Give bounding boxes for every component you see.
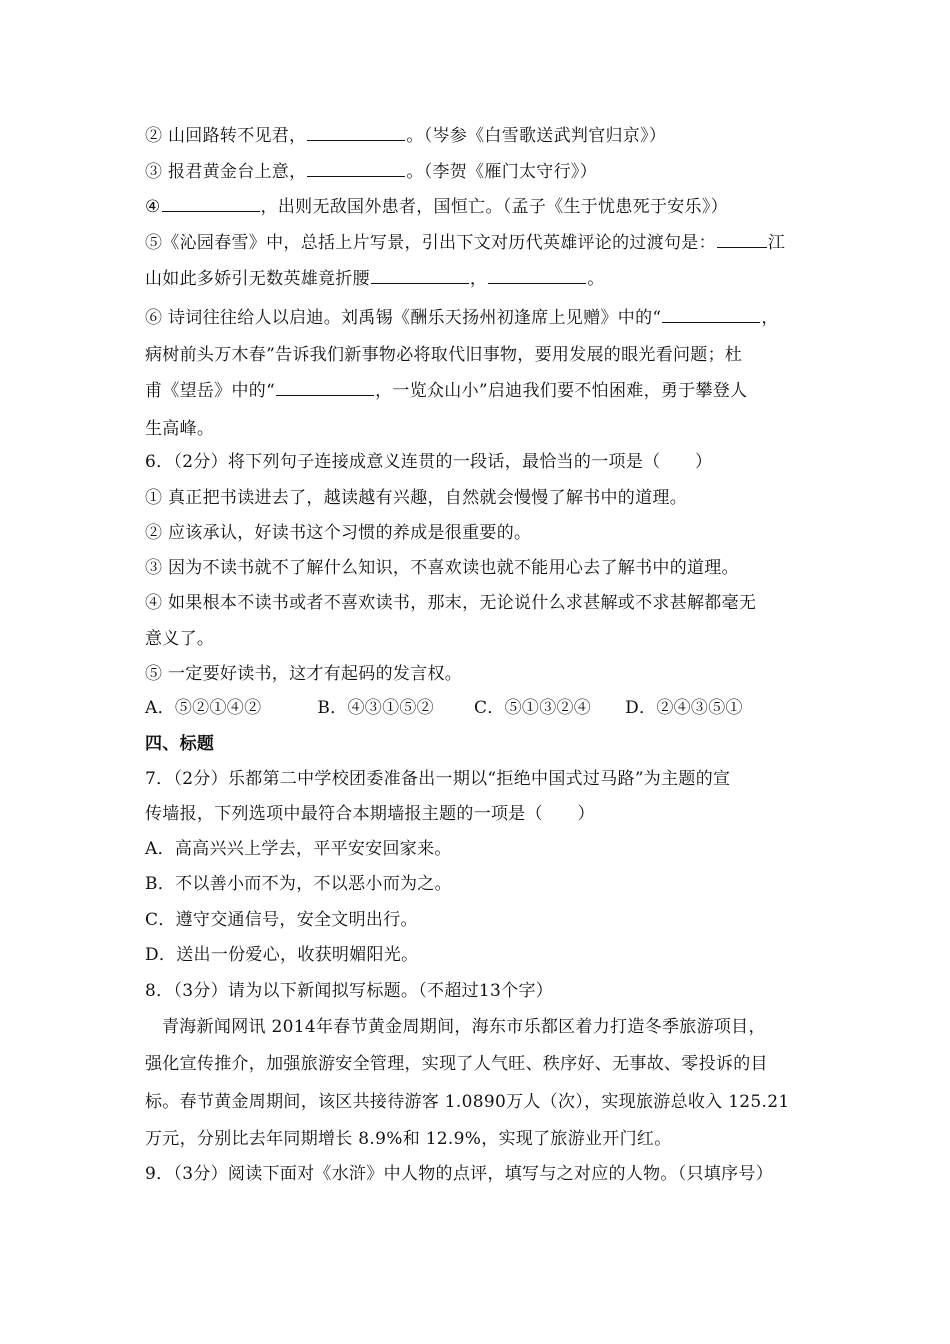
poem-fill-line-6a: ⑥ 诗词往往给人以启迪。刘禹锡《酬乐天扬州初逢席上见赠》中的“ ， (145, 308, 779, 328)
question-7: 7．（2分）乐都第二中学校团委准备出一期以“拒绝中国式过马路”为主题的宣 (145, 769, 731, 789)
sentence-5: ⑤ 一定要好读书，这才有起码的发言权。 (145, 664, 463, 684)
paragraph-line: 病树前头万木春”告诉我们新事物必将取代旧事物，要用发展的眼光看问题；杜 (145, 345, 743, 365)
poem-fill-line-2: ② 山回路转不见君， 。（岑参《白雪歌送武判官归京》） (145, 126, 667, 146)
answer-blank[interactable] (307, 160, 405, 177)
answer-blank[interactable] (162, 195, 260, 212)
q7-option-b[interactable]: B．不以善小而不为，不以恶小而为之。 (145, 874, 452, 894)
answer-blank[interactable] (662, 306, 760, 323)
sentence-2: ② 应该承认，好读书这个习惯的养成是很重要的。 (145, 523, 532, 543)
option-a[interactable]: A．⑤②①④② (145, 698, 262, 718)
poem-fill-line-6c: 甫《望岳》中的“ ，一览众山小”启迪我们要不怕困难，勇于攀登人 (145, 381, 748, 401)
news-paragraph-line: 青海新闻网讯 2014年春节黄金周期间，海东市乐都区着力打造冬季旅游项目， (162, 1017, 766, 1037)
answer-blank[interactable] (276, 379, 374, 396)
option-d[interactable]: D．②④③⑤① (625, 698, 743, 718)
option-c[interactable]: C．⑤①③②④ (473, 698, 592, 718)
sentence-4-cont: 意义了。 (145, 629, 215, 649)
sentence-4: ④ 如果根本不读书或者不喜欢读书，那末，无论说什么求甚解或不求甚解都毫无 (145, 593, 757, 613)
question-7-cont: 传墙报，下列选项中最符合本期墙报主题的一项是（ ） (145, 804, 595, 824)
news-paragraph-line: 强化宣传推介，加强旅游安全管理，实现了人气旺、秩序好、无事故、零投诉的目 (145, 1054, 768, 1074)
answer-blank[interactable] (717, 231, 767, 248)
poem-fill-line-5a: ⑤《沁园春雪》中，总括上片写景，引出下文对历代英雄评论的过渡句是： 江 (145, 233, 786, 253)
question-6-options (145, 696, 815, 720)
question-8: 8．（3分）请为以下新闻拟写标题。（不超过13个字） (145, 981, 554, 1001)
q7-option-d[interactable]: D．送出一份爱心，收获明媚阳光。 (145, 945, 419, 965)
question-9: 9．（3分）阅读下面对《水浒》中人物的点评，填写与之对应的人物。（只填序号） (145, 1164, 774, 1184)
section-heading: 四、标题 (145, 734, 215, 754)
news-paragraph-line: 万元，分别比去年同期增长 8.9%和 12.9%，实现了旅游业开门红。 (145, 1129, 672, 1149)
sentence-1: ① 真正把书读进去了，越读越有兴趣，自然就会慢慢了解书中的道理。 (145, 488, 688, 508)
q7-option-c[interactable]: C．遵守交通信号，安全文明出行。 (145, 910, 418, 930)
answer-blank[interactable] (488, 267, 586, 284)
poem-fill-line-4: ④ ，出则无敌国外患者，国恒亡。（孟子《生于忧患死于安乐》） (145, 197, 728, 217)
poem-fill-line-3: ③ 报君黄金台上意， 。（李贺《雁门太守行》） (145, 162, 598, 182)
option-b[interactable]: B．④③①⑤② (317, 698, 434, 718)
q7-option-a[interactable]: A．高高兴兴上学去，平平安安回家来。 (145, 839, 452, 859)
news-paragraph-line: 标。春节黄金周期间，该区共接待游客 1.0890万人（次），实现旅游总收入 125.21 (145, 1092, 790, 1112)
answer-blank[interactable] (307, 124, 405, 141)
answer-blank[interactable] (371, 267, 469, 284)
poem-fill-line-5b: 山如此多娇引无数英雄竟折腰 ， 。 (145, 269, 605, 289)
question-6: 6．（2分）将下列句子连接成意义连贯的一段话，最恰当的一项是（ ） (145, 452, 713, 472)
paragraph-line: 生高峰。 (145, 419, 215, 439)
sentence-3: ③ 因为不读书就不了解什么知识，不喜欢读也就不能用心去了解书中的道理。 (145, 558, 739, 578)
